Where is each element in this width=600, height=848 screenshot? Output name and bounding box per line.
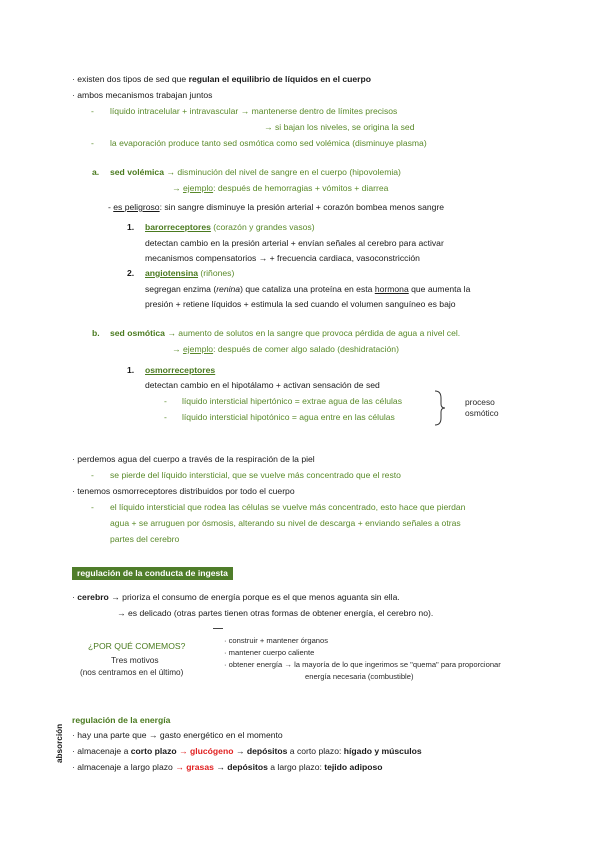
osmoreceptor-title: osmorreceptores [145,365,216,375]
dash: - [91,470,94,480]
cerebro-term: cerebro [77,592,109,602]
bullet: · [72,454,75,464]
intro-line-3: líquido intracelular + intravascular → mantenerse dentro de límites precisos [110,106,398,116]
baroreceptor-sub: (corazón y grandes vasos) [210,222,315,232]
energy-line-2 [72,747,422,756]
volemica-desc: → disminución del nivel de sangre en el cuerpo (hipovolemia) [163,167,401,177]
process-note-1: proceso [465,397,495,407]
reason-3-cont: energía necesaria (combustible) [305,672,414,681]
fats-term: grasas [186,762,214,772]
reason-2: · mantener cuerpo caliente [224,648,315,657]
osmoreceptors-line [72,487,295,496]
text: almacenaje a [77,746,131,756]
example-text: : después de hemorragias + vómitos + diarrea [213,183,389,193]
osmotica-example [172,345,399,354]
receptor-number: 1. [127,222,135,232]
dash: - [91,502,94,512]
volemica-heading [110,168,401,177]
cerebro-detail: → es delicado (otras partes tienen otras formas de obtener energía, el cerebro no). [117,608,434,618]
volemica-example [172,184,388,193]
example-label: ejemplo [182,344,214,354]
text: hay una parte que → gasto energético en el momento [77,730,283,740]
receptor-number: 2. [127,268,135,278]
why-eat-title: ¿POR QUÉ COMEMOS? [88,641,186,651]
baroreceptor-line-2: mecanismos compensatorios → + frecuencia cardiaca, vasoconstricción [145,253,420,263]
arrow: → [176,746,190,756]
danger-label: es peligroso [113,202,160,212]
text: almacenaje a largo plazo [77,762,176,772]
dash: - [164,396,167,406]
liver-muscle-term: hígado y músculos [343,746,422,756]
right-brace-icon [433,390,447,426]
baroreceptor-title: barorreceptores [145,222,211,232]
osmotica-title: sed osmótica [110,328,165,338]
arrow: → [233,746,247,756]
intro-line-1 [72,75,371,84]
angiotensin-heading [145,269,234,278]
intro-text: existen dos tipos de sed que [77,74,189,84]
text: → prioriza el consumo de energía porque es el que menos aguanta sin ella. [108,592,400,602]
intro-line-2 [72,91,212,100]
section-heading-ingesta: regulación de la conducta de ingesta [72,567,233,580]
angiotensin-line-1 [145,285,470,294]
bullet: · [72,746,75,756]
angiotensin-title: angiotensina [145,268,199,278]
deposits-term: depósitos [246,746,288,756]
volemica-danger [108,203,444,212]
bullet: · [72,486,75,496]
baroreceptor-line-1: detectan cambio en la presión arterial + envían señales al cerebro para activar [145,238,444,248]
arrow: → [172,344,183,354]
bullet: · [72,90,75,100]
bullet: · [72,592,75,602]
why-eat-sub-1: Tres motivos [111,655,159,665]
arrow: → [213,762,228,772]
dash: - [164,412,167,422]
divider-mark [213,628,223,629]
detail-line-1: el líquido intersticial que rodea las células se vuelve más concentrado, esto hace que pierdan [110,502,466,512]
glycogen-term: glucógeno [190,746,234,756]
osmotica-desc: → aumento de solutos en la sangre que provoca pérdida de agua a nivel cel. [164,328,461,338]
energy-line-3 [72,763,383,772]
bullet: · [72,762,75,772]
example-label: ejemplo [182,183,214,193]
text: perdemos agua del cuerpo a través de la respiración de la piel [77,454,315,464]
detail-line-2: agua + se arruguen por ósmosis, alterando su nivel de descarga + enviando señales a otras [110,518,461,528]
text: tenemos osmorreceptores distribuidos por todo el cuerpo [77,486,295,496]
bullet: · [72,730,75,740]
angiotensin-line-2: presión + retiene líquidos + estimula la sed cuando el volumen sanguíneo es bajo [145,299,456,309]
adipose-term: tejido adiposo [324,762,383,772]
baroreceptor-heading [145,223,315,232]
intro-text: ambos mecanismos trabajan juntos [77,90,213,100]
osmoreceptor-line-2: líquido intersticial hipertónico = extrae agua de las células [182,396,402,406]
dash: - [91,106,94,116]
renina-term: renina [216,284,241,294]
text: que aumenta la [408,284,471,294]
intro-bold: regulan el equilibrio de líquidos en el cuerpo [188,74,372,84]
text: a corto plazo: [287,746,344,756]
bullet: · [72,74,75,84]
section-heading-energia: regulación de la energía [72,715,171,725]
short-term: corto plazo [130,746,177,756]
energy-line-1 [72,731,283,740]
detail-line-3: partes del cerebro [110,534,180,544]
cerebro-line [72,593,400,602]
dash: - [108,202,114,212]
intro-line-5: la evaporación produce tanto sed osmótica como sed volémica (disminuye plasma) [110,138,427,148]
reason-3: · obtener energía → la mayoría de lo que ingerimos se "quema" para proporcionar [224,660,501,669]
receptor-number: 1. [127,365,135,375]
process-note-2: osmótico [465,408,499,418]
dash: - [91,138,94,148]
danger-text: : sin sangre disminuye la presión arterial + corazón bombea menos sangre [159,202,445,212]
angiotensin-sub: (riñones) [198,268,235,278]
list-marker-a: a. [92,167,100,177]
interstitial-line: se pierde del líquido intersticial, que se vuelve más concentrado que el resto [110,470,401,480]
example-text: : después de comer algo salado (deshidratación) [213,344,399,354]
arrow: → [172,183,183,193]
arrow: → [175,762,184,772]
absorption-side-label: absorción [55,723,64,763]
reason-1: · construir + mantener órganos [224,636,329,645]
osmoreceptor-line-1: detectan cambio en el hipotálamo + activan sensación de sed [145,380,380,390]
osmoreceptor-line-3: líquido intersticial hipotónico = agua entre en las células [182,412,395,422]
list-marker-b: b. [92,328,100,338]
osmotica-heading [110,329,460,338]
hormona-term: hormona [374,284,409,294]
text: a largo plazo: [267,762,325,772]
intro-line-4: → si bajan los niveles, se origina la sed [264,122,415,132]
water-loss-line [72,455,315,464]
deposits-term: depósitos [227,762,268,772]
why-eat-sub-2: (nos centramos en el último) [80,668,184,677]
volemica-title: sed volémica [110,167,164,177]
text: ) que cataliza una proteína en esta [240,284,375,294]
text: segregan enzima ( [145,284,217,294]
